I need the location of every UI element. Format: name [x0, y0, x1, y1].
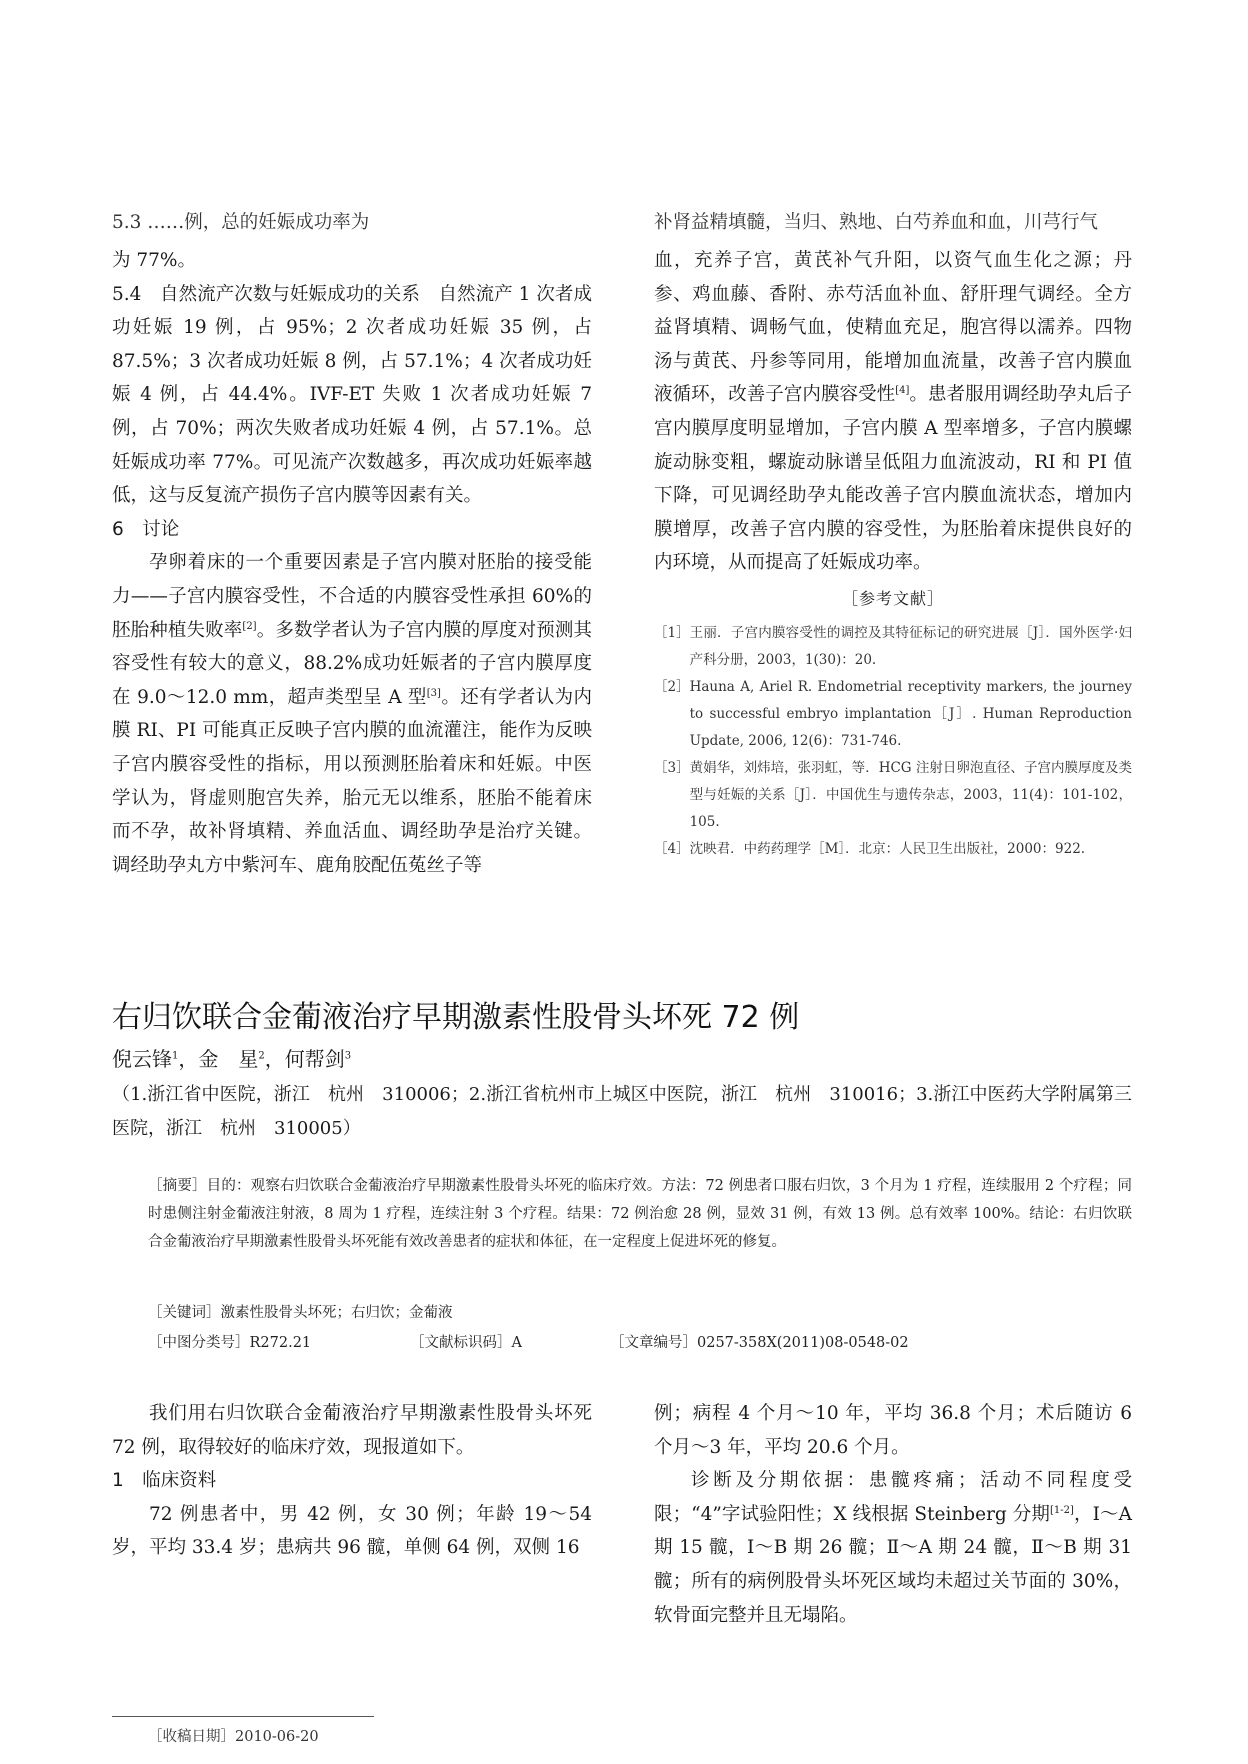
author-list — [112, 1044, 351, 1074]
author-name: ，何帮剑 — [264, 1047, 345, 1071]
abstract — [148, 1172, 1132, 1256]
top-left-column — [112, 244, 592, 882]
cut-off-line-right: 补肾益精填髓，当归、熟地、白芍养血和血，川芎行气 — [654, 212, 1099, 233]
references-heading: ［参考文献］ — [841, 588, 944, 608]
author-name: 倪云锋 — [112, 1047, 172, 1071]
diagnosis-paragraph: 诊断及分期依据：患髋疼痛；活动不同程度受限；“4”字试验阳性；X 线根据 Steinberg 分期[1-2]，Ⅰ～A 期 15 髋，Ⅰ～B 期 26 髋；Ⅱ～A 期 24 髋，Ⅱ～B 期 31 髋；所有的病例股骨头坏死区域均未超过关节面的 30%，软骨面完整并且无塌陷。 — [654, 1470, 1132, 1626]
paragraph-discussion-1: 孕卵着床的一个重要因素是子宫内膜对胚胎的接受能力——子宫内膜容受性，不合适的内膜容受性承担 60%的胚胎种植失败率[2]。多数学者认为子宫内膜的厚度对预测其容受性有较大的意义，88.2%成功妊娠者的子宫内膜厚度在 9.0～12.0 mm，超声类型呈 A 型[3]。还有学者认为内膜 RI、PI 可能真正反映子宫内膜的血流灌注，能作为反映子宫内膜容受性的指标，用以预测胚胎着床和妊娠。中医学认为，肾虚则胞宫失养，胎元无以维系，胚胎不能着床而不孕，故补肾填精、养血活血、调经助孕是治疗关键。调经助孕丸方中紫河车、鹿角胶配伍菟丝子等 — [112, 552, 592, 876]
clinical-data-continued: 例；病程 4 个月～10 年，平均 36.8 个月；术后随访 6 个月～3 年，平均 20.6 个月。 — [654, 1403, 1132, 1458]
citation: [2] — [242, 620, 257, 632]
author-name: ，金 星 — [178, 1047, 259, 1071]
paragraph-5-4: 5.4 自然流产次数与妊娠成功的关系 自然流产 1 次者成功妊娠 19 例，占 95%；2 次者成功妊娠 35 例，占 87.5%；3 次者成功妊娠 8 例，占 57.1%；4 次者成功妊娠 4 例，占 44.4%。IVF-ET 失败 1 次者成功妊娠 7 例，占 70%；两次失败者成功妊娠 4 例，占 57.1%。总妊娠成功率 77%。可见流产次数越多，再次成功妊娠率越低，这与反复流产损伤子宫内膜等因素有关。 — [112, 283, 592, 507]
section-heading-discussion: 6 讨论 — [112, 518, 180, 540]
clc-number: ［中图分类号］R272.21 — [148, 1335, 312, 1351]
abstract-text: ［摘要］目的：观察右归饮联合金葡液治疗早期激素性股骨头坏死的临床疗效。方法：72 例患者口服右归饮，3 个月为 1 疗程，连续服用 2 个疗程；同时患侧注射金葡液注射液，8 周为 1 疗程，连续注射 3 个疗程。结果：72 例治愈 28 例，显效 31 例，有效 13 例。总有效率 100%。结论：右归饮联合金葡液治疗早期激素性股骨头坏死能有效改善患者的症状和体征，在一定程度上促进坏死的修复。 — [148, 1178, 1132, 1250]
paragraph-result-end: 为 77%。 — [112, 250, 196, 271]
section-heading-clinical: 1 临床资料 — [112, 1470, 217, 1492]
document-code: ［文献标识码］A — [410, 1335, 522, 1351]
citation: [4] — [895, 385, 910, 397]
body-left-column — [112, 1397, 592, 1565]
body-right-column — [654, 1397, 1132, 1632]
affiliation-marker: 3 — [344, 1050, 352, 1062]
affiliation-marker: 1 — [172, 1050, 179, 1062]
affiliation-marker: 2 — [258, 1050, 265, 1062]
citation: [3] — [426, 687, 441, 699]
affiliations: （1.浙江省中医院，浙江 杭州 310006；2.浙江省杭州市上城区中医院，浙江 杭州 310016；3.浙江中医药大学附属第三医院，浙江 杭州 310005） — [112, 1084, 1132, 1139]
top-right-column — [654, 244, 1132, 863]
cut-off-line-left: 5.3 ……例，总的妊娠成功率为 — [112, 212, 370, 233]
paragraph-discussion-2: 血，充养子宫，黄芪补气升阳，以资气血生化之源；丹参、鸡血藤、香附、赤芍活血补血、舒肝理气调经。全方益肾填精、调畅气血，使精血充足，胞宫得以濡养。四物汤与黄芪、丹参等同用，能增加血流量，改善子宫内膜血液循环，改善子宫内膜容受性[4]。患者服用调经助孕丸后子宫内膜厚度明显增加，子宫内膜 A 型率增多，子宫内膜螺旋动脉变粗，螺旋动脉谱呈低阻力血流波动，RI 和 PI 值下降，可见调经助孕丸能改善子宫内膜血流状态，增加内膜增厚，改善子宫内膜的容受性，为胚胎着床提供良好的内环境，从而提高了妊娠成功率。 — [654, 250, 1132, 574]
received-date: ［收稿日期］2010-06-20 — [148, 1729, 319, 1745]
citation: [1-2] — [1049, 1504, 1074, 1516]
footnote-divider — [112, 1716, 374, 1717]
clinical-data-paragraph: 72 例患者中，男 42 例，女 30 例；年龄 19～54 岁，平均 33.4 岁；患病共 96 髋，单侧 64 例，双侧 16 — [112, 1503, 592, 1559]
reference-item: ［2］ Hauna A, Ariel R. Endometrial receptivity markers, the journey to successful embryo implantation［J］. Human Reproduction Update, 2006, 12(6)：731-746. — [654, 678, 1132, 749]
reference-item: ［3］ 黄娟华，刘炜培，张羽虹，等．HCG 注射日卵泡直径、子宫内膜厚度及类型与妊娠的关系［J］．中国优生与遗传杂志，2003，11(4)：101-102，105. — [654, 759, 1132, 830]
keywords: ［关键词］激素性股骨头坏死；右归饮；金葡液 — [148, 1305, 453, 1321]
intro-paragraph: 我们用右归饮联合金葡液治疗早期激素性股骨头坏死 72 例，取得较好的临床疗效，现报道如下。 — [112, 1403, 592, 1458]
article-number: ［文章编号］0257-358X(2011)08-0548-02 — [610, 1335, 909, 1351]
article-title: 右归饮联合金葡液治疗早期激素性股骨头坏死 72 例 — [112, 1000, 800, 1035]
reference-item: ［4］ 沈映君．中药药理学［M］．北京：人民卫生出版社，2000：922. — [654, 840, 1086, 857]
reference-item: ［1］ 王丽．子宫内膜容受性的调控及其特征标记的研究进展［J］．国外医学·妇产科分册，2003，1(30)：20. — [654, 624, 1132, 668]
